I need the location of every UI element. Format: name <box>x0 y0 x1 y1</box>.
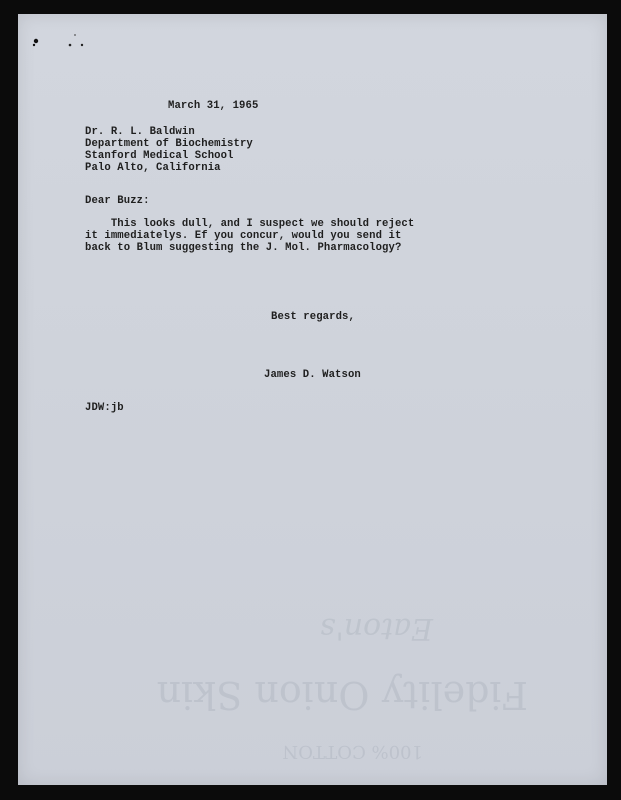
recipient-city: Palo Alto, California <box>85 162 221 174</box>
signature-name: James D. Watson <box>264 369 361 381</box>
svg-text:100% COTTON: 100% COTTON <box>282 741 423 762</box>
letter-page <box>18 14 607 785</box>
recipient-name: Dr. R. L. Baldwin <box>85 126 195 138</box>
svg-text:Fidelity Onion Skin: Fidelity Onion Skin <box>156 673 528 717</box>
recipient-institution: Stanford Medical School <box>85 150 234 162</box>
recipient-department: Department of Biochemistry <box>85 138 253 150</box>
paper-specks <box>18 14 118 74</box>
body-line-2: it immediatelys. Ef you concur, would you send it <box>85 230 402 242</box>
salutation: Dear Buzz: <box>85 195 150 207</box>
letter-date: March 31, 1965 <box>168 100 259 112</box>
typist-initials: JDW:jb <box>85 402 124 414</box>
svg-text:Eaton's: Eaton's <box>320 611 433 646</box>
closing: Best regards, <box>271 311 355 323</box>
body-line-1: This looks dull, and I suspect we should reject <box>85 218 415 230</box>
body-line-3: back to Blum suggesting the J. Mol. Pharmacology? <box>85 242 402 254</box>
